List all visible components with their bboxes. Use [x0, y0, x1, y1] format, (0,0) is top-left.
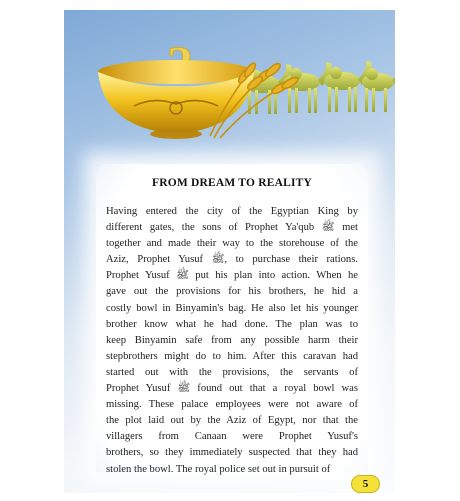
text-line: Prophet Yusuf ﷺ put his plan into action. When he: [106, 270, 358, 282]
text-line: costly bowl in Binyamin's bag. He also let his younger: [106, 302, 358, 314]
text-line: Having entered the city of the Egyptian King by: [106, 206, 358, 217]
text-line: started out with the provisions, the servants of: [106, 366, 358, 378]
text-line: brother know what he had done. The plan was to: [106, 318, 358, 330]
story-text: [106, 204, 358, 478]
text-line: brothers, so they immediately suspected that they had: [106, 447, 358, 459]
text-line: different gates, the sons of Prophet Ya'qub ﷺ met: [106, 222, 358, 234]
text-line: keep Binyamin safe from any possible harm their: [106, 334, 358, 346]
text-line: villagers from Canaan were Prophet Yusuf's: [106, 431, 358, 443]
text-line: Prophet Yusuf ﷺ found out that a royal bowl was: [106, 383, 358, 395]
camel-caravan: [244, 61, 395, 114]
illustration-bowl-wheat-camels: [64, 10, 395, 170]
page-number-badge: 5: [351, 475, 380, 493]
text-line: gave out the provisions for his brothers, he hid a: [106, 286, 358, 298]
text-line: stolen the bowl. The royal police set out in pursuit of: [106, 463, 331, 475]
text-line: missing. These palace employees were not aware of: [106, 399, 358, 411]
book-page: [64, 10, 395, 493]
text-line: stepbrothers might do to him. After this caravan had: [106, 350, 358, 362]
text-line: together and made their way to the storehouse of the: [106, 238, 358, 250]
text-line: the plot laid out by the Aziz of Egypt, nor that the: [106, 415, 358, 427]
chapter-title: FROM DREAM TO REALITY: [152, 177, 312, 189]
text-line: Aziz, Prophet Yusuf ﷺ, to purchase their rations.: [106, 254, 359, 266]
text-panel: [96, 164, 368, 475]
